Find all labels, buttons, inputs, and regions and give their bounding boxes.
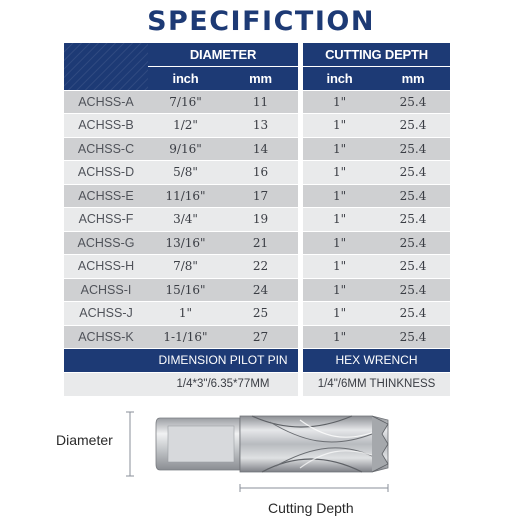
table-row xyxy=(64,302,450,326)
header-row-main xyxy=(64,43,450,67)
row-depth-mm: 25.4 xyxy=(376,325,450,349)
row-diameter-mm: 11 xyxy=(223,90,298,114)
row-depth-inch: 1" xyxy=(303,161,376,185)
header-depth-inch: inch xyxy=(303,67,376,91)
row-diameter-mm: 19 xyxy=(223,208,298,232)
row-depth-mm: 25.4 xyxy=(376,184,450,208)
row-code: ACHSS-E xyxy=(64,184,148,208)
row-code: ACHSS-F xyxy=(64,208,148,232)
row-depth-inch: 1" xyxy=(303,184,376,208)
shank xyxy=(156,418,240,470)
table-row xyxy=(64,184,450,208)
row-diameter-inch: 1/2" xyxy=(148,114,223,138)
row-diameter-inch: 1-1/16" xyxy=(148,325,223,349)
row-depth-mm: 25.4 xyxy=(376,231,450,255)
footer-header-row xyxy=(64,349,450,373)
row-diameter-inch: 7/8" xyxy=(148,255,223,279)
header-corner xyxy=(64,43,148,90)
row-depth-mm: 25.4 xyxy=(376,255,450,279)
row-diameter-mm: 22 xyxy=(223,255,298,279)
footer-corner xyxy=(64,349,148,373)
footer-hex-wrench-label: HEX WRENCH xyxy=(303,349,450,373)
row-code: ACHSS-D xyxy=(64,161,148,185)
diameter-label: Diameter xyxy=(56,432,113,448)
row-depth-mm: 25.4 xyxy=(376,137,450,161)
footer-pilot-pin-value: 1/4*3"/6.35*77MM xyxy=(148,372,298,396)
cutting-depth-dimension-line xyxy=(240,484,388,492)
header-diameter-inch: inch xyxy=(148,67,223,91)
row-diameter-inch: 13/16" xyxy=(148,231,223,255)
row-depth-mm: 25.4 xyxy=(376,114,450,138)
row-diameter-mm: 13 xyxy=(223,114,298,138)
table-row xyxy=(64,161,450,185)
page-title: SPECIFICTION xyxy=(147,6,375,37)
row-code: ACHSS-K xyxy=(64,325,148,349)
row-diameter-mm: 16 xyxy=(223,161,298,185)
header-diameter: DIAMETER xyxy=(148,43,298,67)
table-row xyxy=(64,90,450,114)
footer-value-corner xyxy=(64,372,148,396)
row-code: ACHSS-I xyxy=(64,278,148,302)
cutting-depth-label: Cutting Depth xyxy=(268,500,354,516)
row-diameter-inch: 15/16" xyxy=(148,278,223,302)
row-depth-mm: 25.4 xyxy=(376,208,450,232)
table-row xyxy=(64,137,450,161)
annular-cutter-illustration xyxy=(0,400,522,522)
row-diameter-inch: 11/16" xyxy=(148,184,223,208)
row-depth-inch: 1" xyxy=(303,231,376,255)
row-diameter-mm: 14 xyxy=(223,137,298,161)
row-diameter-mm: 21 xyxy=(223,231,298,255)
fluted-body xyxy=(240,416,388,472)
row-depth-inch: 1" xyxy=(303,208,376,232)
row-diameter-inch: 9/16" xyxy=(148,137,223,161)
footer-value-row xyxy=(64,372,450,396)
row-depth-mm: 25.4 xyxy=(376,302,450,326)
row-diameter-inch: 5/8" xyxy=(148,161,223,185)
row-code: ACHSS-A xyxy=(64,90,148,114)
table-row xyxy=(64,231,450,255)
row-depth-inch: 1" xyxy=(303,255,376,279)
row-diameter-mm: 27 xyxy=(223,325,298,349)
row-depth-inch: 1" xyxy=(303,302,376,326)
spec-table xyxy=(64,43,450,396)
row-depth-inch: 1" xyxy=(303,90,376,114)
row-depth-mm: 25.4 xyxy=(376,278,450,302)
header-cutting-depth: CUTTING DEPTH xyxy=(303,43,450,67)
row-code: ACHSS-B xyxy=(64,114,148,138)
row-code: ACHSS-J xyxy=(64,302,148,326)
table-row xyxy=(64,278,450,302)
row-depth-inch: 1" xyxy=(303,278,376,302)
row-code: ACHSS-C xyxy=(64,137,148,161)
row-diameter-mm: 17 xyxy=(223,184,298,208)
row-code: ACHSS-H xyxy=(64,255,148,279)
table-row xyxy=(64,114,450,138)
header-diameter-mm: mm xyxy=(223,67,298,91)
table-row xyxy=(64,255,450,279)
row-code: ACHSS-G xyxy=(64,231,148,255)
diameter-dimension-line xyxy=(126,412,134,476)
row-depth-inch: 1" xyxy=(303,137,376,161)
cutter-diagram xyxy=(0,400,522,522)
row-diameter-inch: 7/16" xyxy=(148,90,223,114)
row-diameter-inch: 3/4" xyxy=(148,208,223,232)
footer-hex-wrench-value: 1/4"/6MM THINKNESS xyxy=(303,372,450,396)
row-diameter-mm: 24 xyxy=(223,278,298,302)
row-depth-mm: 25.4 xyxy=(376,90,450,114)
row-depth-inch: 1" xyxy=(303,325,376,349)
footer-pilot-pin-label: DIMENSION PILOT PIN xyxy=(148,349,298,373)
row-diameter-inch: 1" xyxy=(148,302,223,326)
table-row xyxy=(64,325,450,349)
row-diameter-mm: 25 xyxy=(223,302,298,326)
row-depth-inch: 1" xyxy=(303,114,376,138)
header-depth-mm: mm xyxy=(376,67,450,91)
table-row xyxy=(64,208,450,232)
row-depth-mm: 25.4 xyxy=(376,161,450,185)
